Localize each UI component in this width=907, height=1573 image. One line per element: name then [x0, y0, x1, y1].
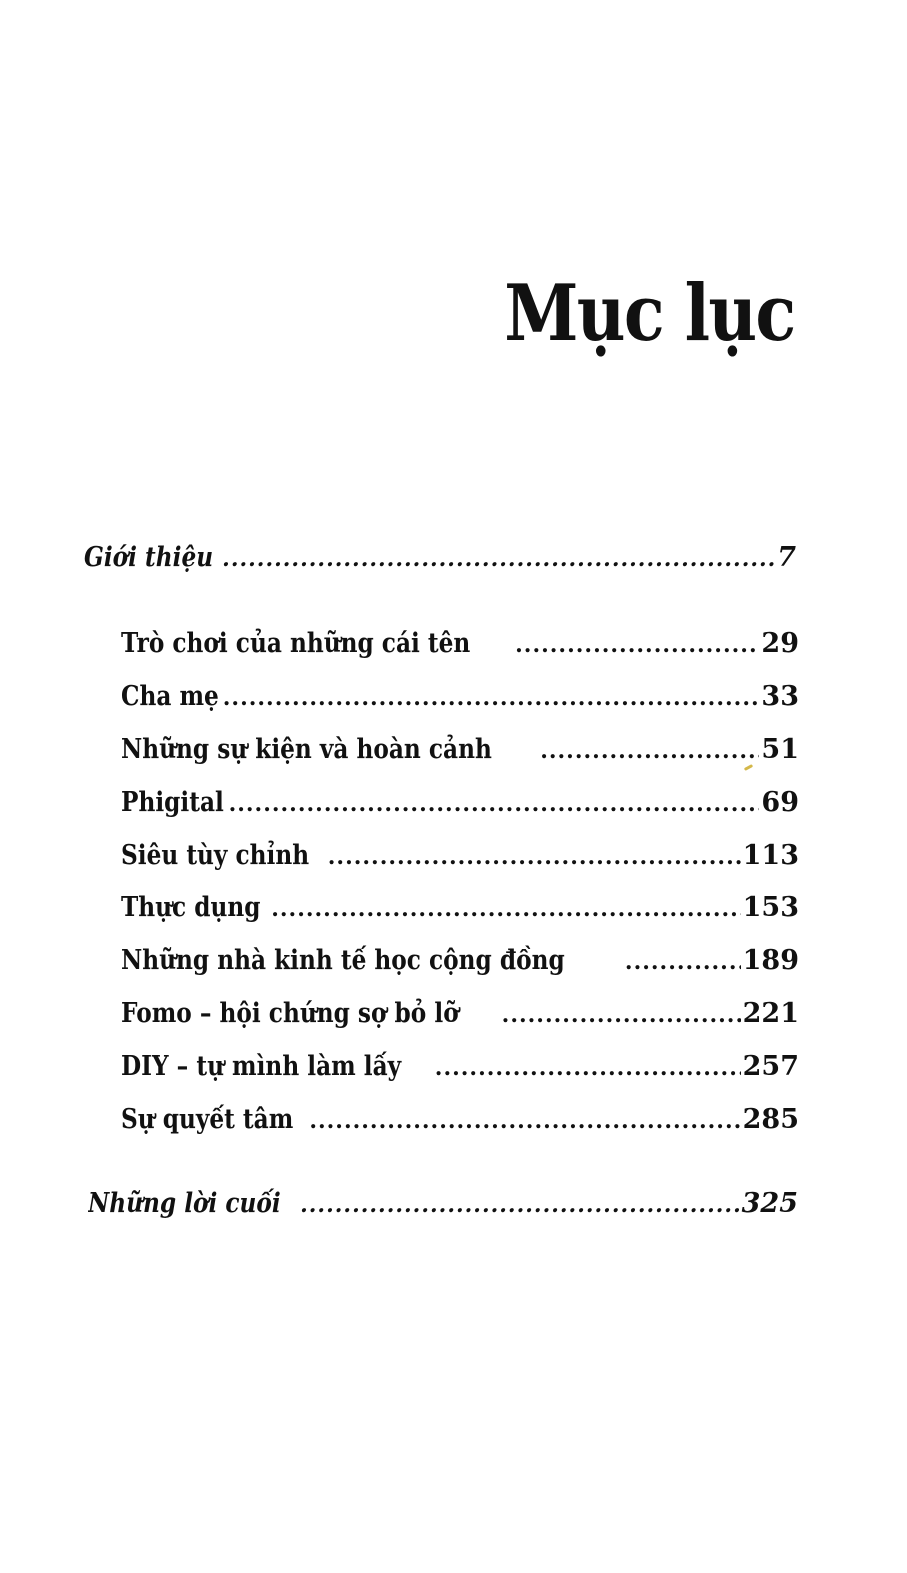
- toc-dot-leader: [515, 625, 759, 664]
- toc-entry-outro: [88, 1184, 798, 1224]
- toc-entry-chapter: [121, 677, 799, 717]
- toc-page-number: 285: [742, 1104, 799, 1135]
- toc-page-number: 69: [761, 787, 799, 818]
- toc-entry-label: Trò chơi của những cái tên: [121, 628, 471, 659]
- toc-entry-chapter: [121, 994, 799, 1034]
- toc-page-number: 221: [742, 998, 799, 1029]
- toc-entry-chapter: [121, 783, 799, 823]
- toc-entry-chapter: [121, 730, 799, 770]
- toc-page-number: 33: [761, 681, 799, 712]
- toc-page-number: 325: [741, 1188, 798, 1219]
- toc-entry-intro: [84, 538, 796, 578]
- toc-entry-label: Sự quyết tâm: [121, 1104, 294, 1135]
- toc-dot-leader: [222, 539, 775, 578]
- toc-dot-leader: [300, 1185, 740, 1224]
- toc-entry-chapter: [121, 888, 799, 928]
- toc-entry-label: Những sự kiện và hoàn cảnh: [121, 734, 492, 765]
- toc-dot-leader: [540, 731, 759, 770]
- toc-dot-leader: [502, 995, 741, 1034]
- toc-dot-leader: [223, 678, 760, 717]
- page-title: Mục lục: [504, 268, 795, 359]
- toc-entry-label: Siêu tùy chỉnh: [121, 840, 310, 871]
- toc-entry-label: DIY – tự mình làm lấy: [121, 1051, 402, 1082]
- toc-page-number: 29: [761, 628, 799, 659]
- toc-entry-chapter: [121, 1100, 799, 1140]
- toc-entry-chapter: [121, 941, 799, 981]
- toc-entry-chapter: [121, 836, 799, 876]
- toc-entry-label: Cha mẹ: [121, 681, 219, 712]
- toc-entry-label: Thực dụng: [121, 892, 261, 923]
- toc-dot-leader: [271, 889, 740, 928]
- toc-page-number: 51: [761, 734, 799, 765]
- toc-entry-label: Phigital: [121, 787, 224, 818]
- toc-page-number: 257: [742, 1051, 799, 1082]
- toc-entry-label: Fomo – hội chứng sợ bỏ lỡ: [121, 998, 459, 1029]
- toc-entry-chapter: [121, 1047, 799, 1087]
- toc-dot-leader: [229, 784, 760, 823]
- toc-entry-label: Những nhà kinh tế học cộng đồng: [121, 945, 565, 976]
- toc-entry-chapter: [121, 624, 799, 664]
- toc-page-number: 153: [742, 892, 799, 923]
- toc-page-number: 7: [777, 542, 796, 573]
- toc-page-number: 113: [742, 840, 799, 871]
- toc-dot-leader: [435, 1048, 741, 1087]
- toc-entry-label: Giới thiệu: [84, 542, 214, 573]
- toc-entry-label: Những lời cuối: [88, 1188, 281, 1219]
- toc-dot-leader: [625, 942, 741, 981]
- toc-dot-leader: [328, 837, 741, 876]
- toc-dot-leader: [309, 1101, 740, 1140]
- toc-page-number: 189: [742, 945, 799, 976]
